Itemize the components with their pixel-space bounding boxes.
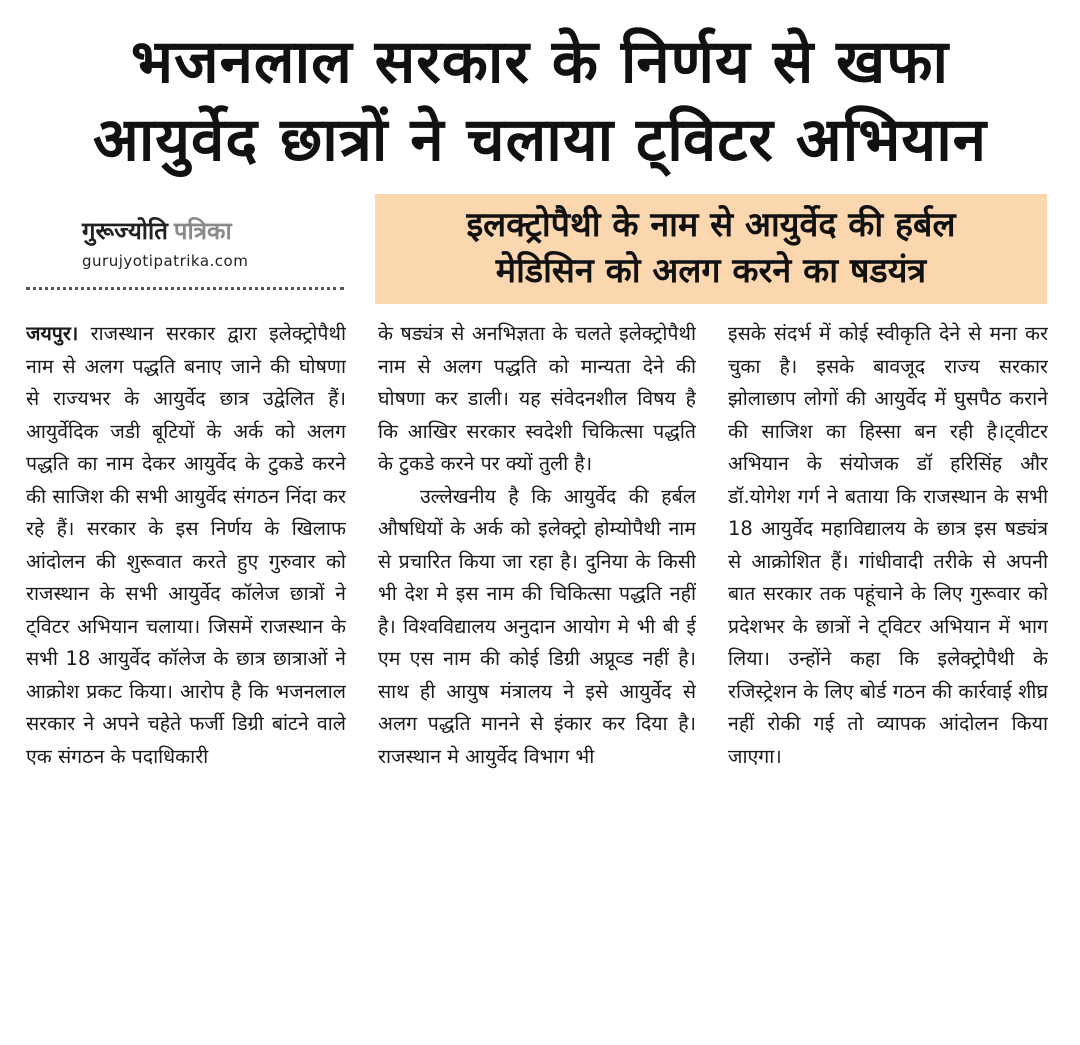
column-1-text: राजस्थान सरकार द्वारा इलेक्ट्रोपैथी नाम से अलग पद्धति बनाए जाने की घोषणा से राज्यभर के आयुर्वेद छात्र उद्वेलित हैं। आयुर्वेदिक जडी बूटियों के अर्क को अलग पद्धति का नाम देकर आयुर्वेद के टुकडे करने की साजिश की सभी आयुर्वेद संगठन निंदा कर रहे हैं। सरकार के इस निर्णय के खिलाफ आंदोलन की शुरूवात करते हुए गुरुवार को राजस्थान के सभी आयुर्वेद कॉलेज छात्रों ने ट्विटर अभियान चलाया। जिसमें राजस्थान के सभी 18 आयुर्वेद कॉलेज के छात्र छात्राओं ने आक्रोश प्रकट किया। आरोप है कि भजनलाल सरकार ने अपने चहेते फर्जी डिग्री बांटने वाले एक संगठन के पदाधिकारी (26, 322, 346, 768)
masthead-name-part2: पत्रिका (173, 217, 232, 245)
column-2-paragraph-2: उल्लेखनीय है कि आयुर्वेद की हर्बल औषधियों के अर्क को इलेक्ट्रो होम्योपैथी नाम से प्रचारित किया जा रहा है। दुनिया के किसी भी देश मे इस नाम की चिकित्सा पद्धति नहीं है। विश्वविद्यालय अनुदान आयोग मे भी बी ई एम एस नाम की कोई डिग्री अप्रूव्ड नहीं है। साथ ही आयुष मंत्रालय ने इसे आयुर्वेद से अलग पद्धति मानने से इंकार कर दिया है। राजस्थान मे आयुर्वेद विभाग भी (378, 484, 696, 768)
masthead-name (82, 214, 342, 248)
article-column-2 (378, 318, 696, 1018)
headline-line-1: भजनलाल सरकार के निर्णय से खफा (130, 27, 950, 97)
subheadline-box (375, 194, 1047, 304)
masthead (82, 214, 342, 270)
column-3-text: इसके संदर्भ में कोई स्वीकृति देने से मना कर चुका है। इसके बावजूद राज्य सरकार झोलाछाप लोगों की आयुर्वेद में घुसपैठ कराने की साजिश का हिस्सा बन रही है।ट्वीटर अभियान के संयोजक डॉ हरिसिंह और डॉ.योगेश गर्ग ने बताया कि राजस्थान के सभी 18 आयुर्वेद महाविद्यालय के छात्र इस षड्यंत्र से आक्रोशित हैं। गांधीवादी तरीके से अपनी बात सरकार तक पहूंचाने के लिए गुरूवार को प्रदेशभर के छात्रों ने ट्विटर अभियान में भाग लिया। उन्होंने कहा कि इलेक्ट्रोपैथी के रजिस्ट्रेशन के लिए बोर्ड गठन की कार्रवाई शीघ्र नहीं रोकी गई तो व्यापक आंदोलन किया जाएगा। (728, 322, 1048, 768)
article-column-3 (728, 318, 1048, 1018)
article-column-1 (26, 318, 346, 1018)
column-2-paragraph-1: के षड्यंत्र से अनभिज्ञता के चलते इलेक्ट्रोपैथी नाम से अलग पद्धति को मान्यता देने की घोषणा कर डाली। यह संवेदनशील विषय है कि आखिर सरकार स्वदेशी चिकित्सा पद्धति के टुकडे करने पर क्यों तुली है। (378, 322, 696, 475)
dotted-divider (26, 287, 344, 290)
masthead-name-part1: गुरूज्योति (82, 217, 168, 245)
subheadline-line-2: मेडिसिन को अलग करने का षडयंत्र (495, 251, 927, 291)
masthead-url: gurujyotipatrika.com (82, 252, 249, 270)
dateline: जयपुर। (26, 322, 79, 345)
headline-line-2: आयुर्वेद छात्रों ने चलाया ट्विटर अभियान (92, 105, 988, 175)
subheadline-line-1: इलक्ट्रोपैथी के नाम से आयुर्वेद की हर्बल (466, 205, 956, 245)
